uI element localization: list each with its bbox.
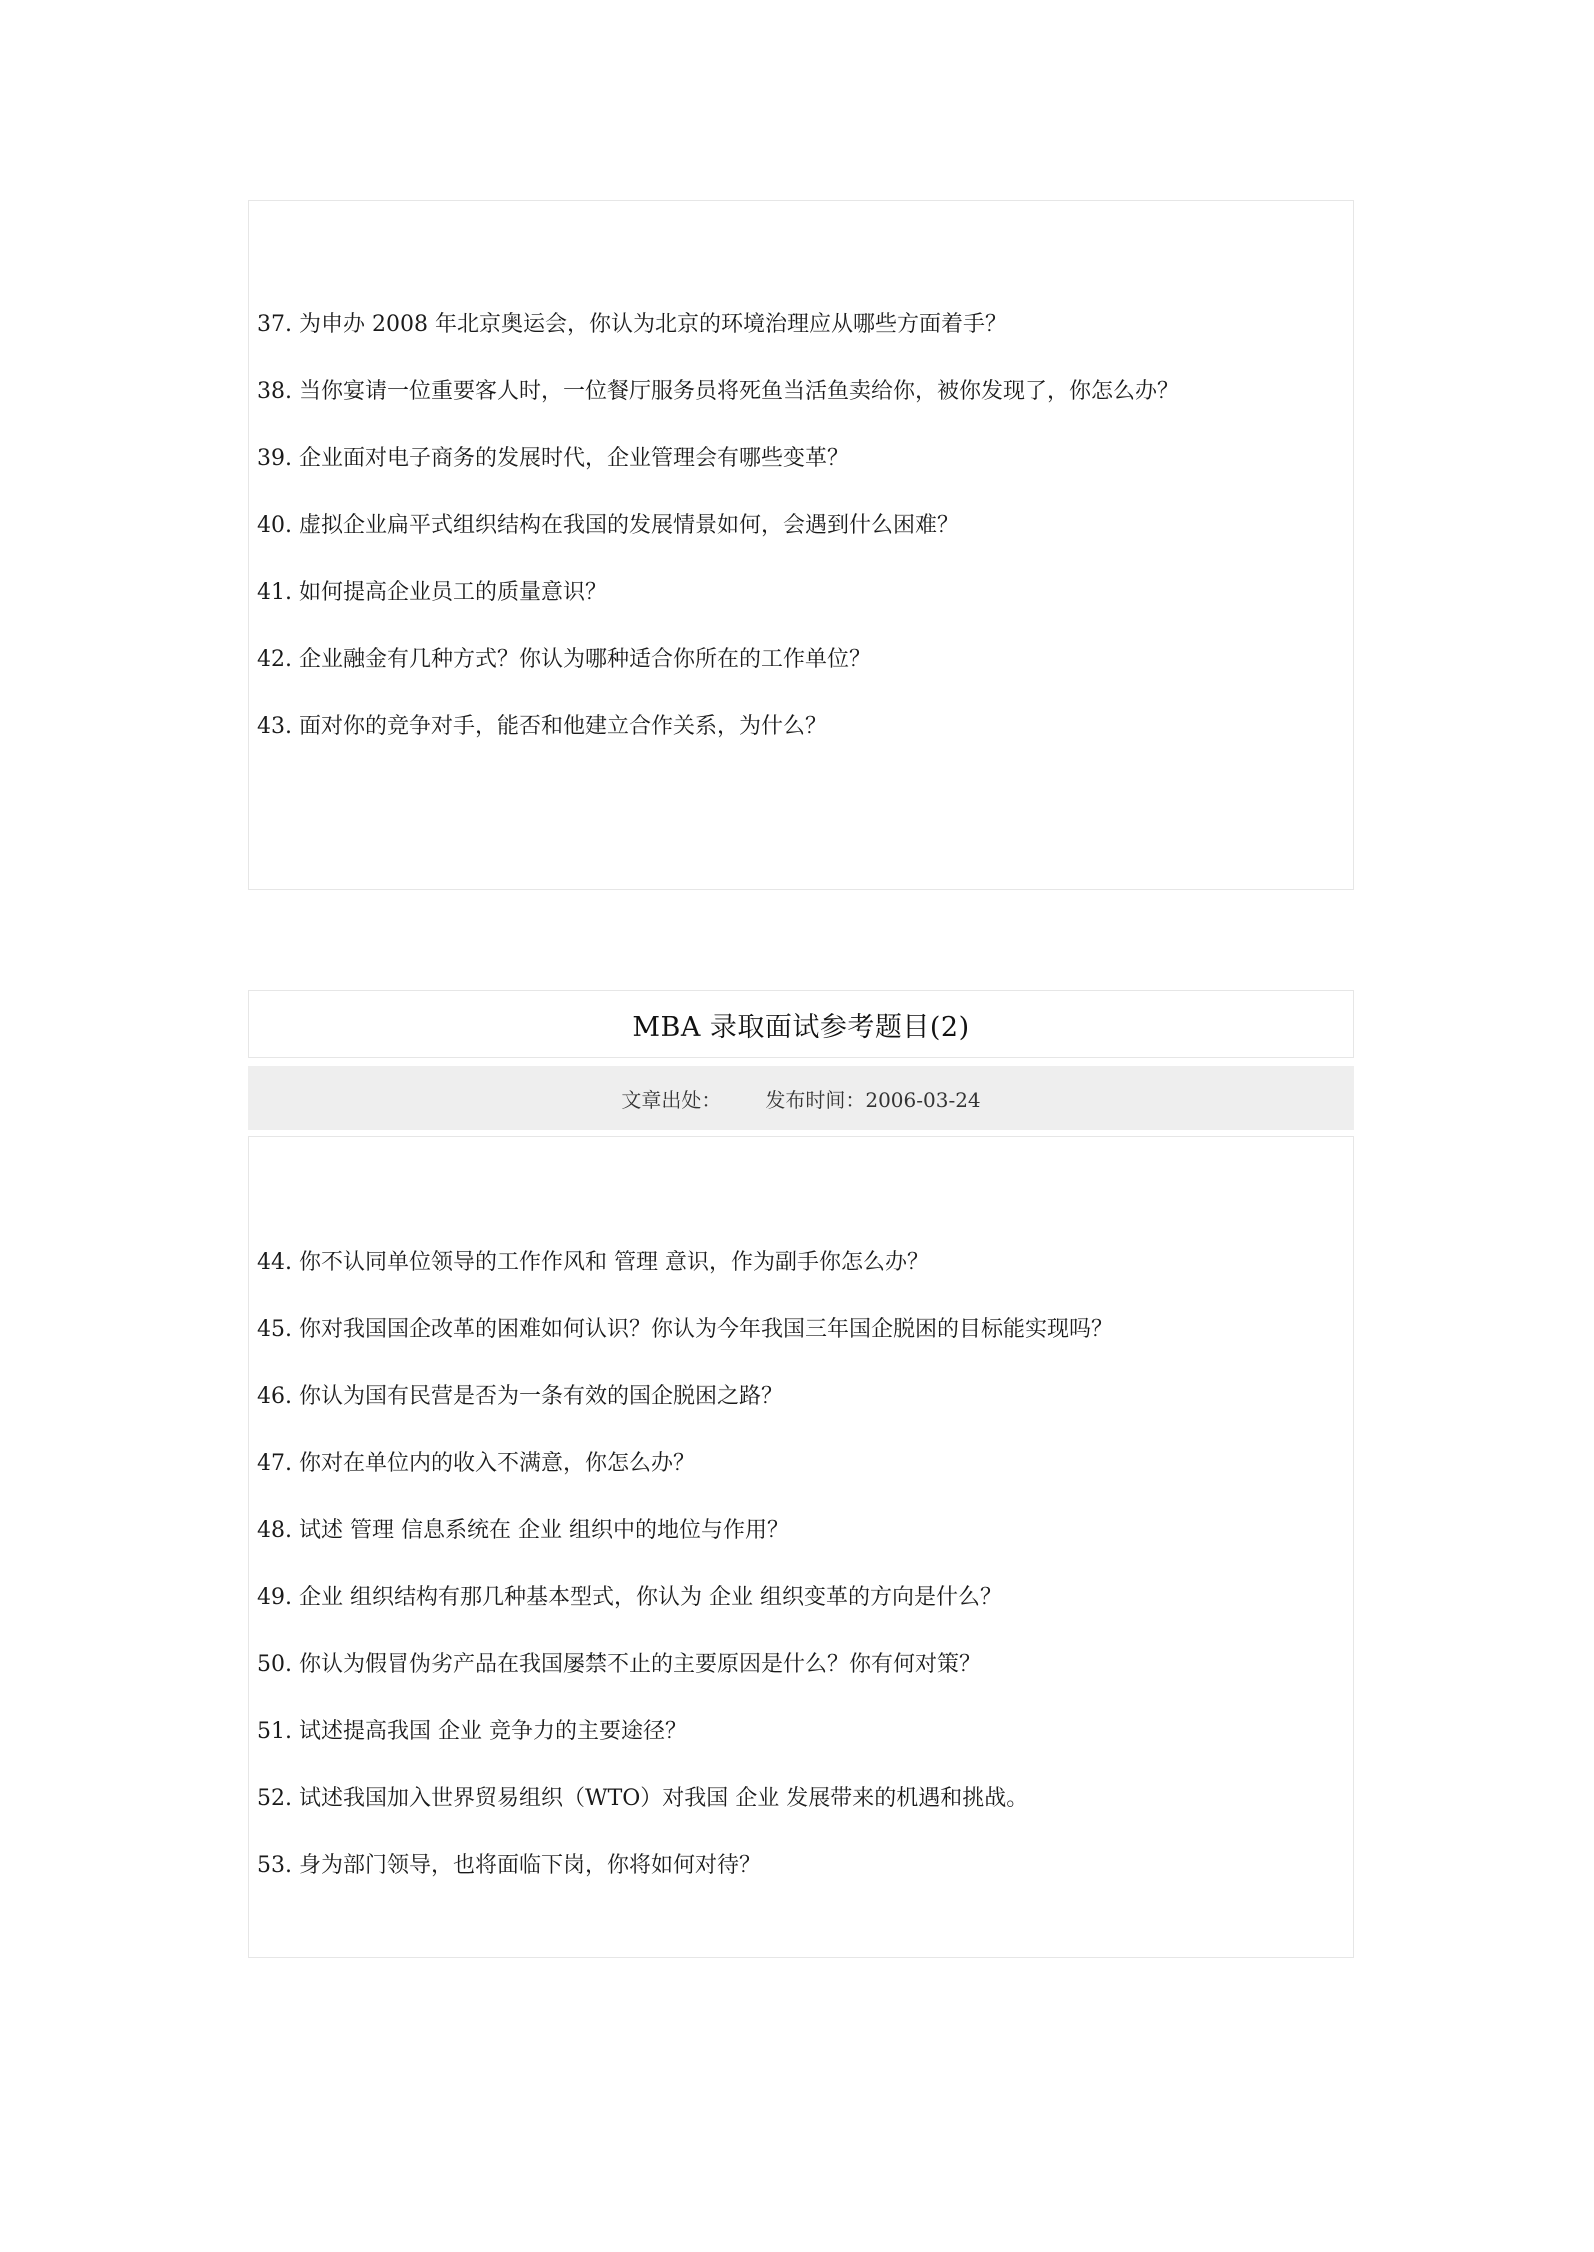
list-item: 42. 企业融金有几种方式？你认为哪种适合你所在的工作单位？ <box>257 647 871 672</box>
article-title: MBA 录取面试参考题目(2) <box>632 1011 970 1043</box>
list-item: 40. 虚拟企业扁平式组织结构在我国的发展情景如何，会遇到什么困难？ <box>257 513 959 538</box>
list-item: 49. 企业 组织结构有那几种基本型式，你认为 企业 组织变革的方向是什么？ <box>257 1585 1002 1610</box>
list-item: 41. 如何提高企业员工的质量意识？ <box>257 580 607 605</box>
article-meta <box>621 1084 980 1113</box>
publish-date: 发布时间：2006-03-24 <box>765 1087 981 1112</box>
list-item: 38. 当你宴请一位重要客人时，一位餐厅服务员将死鱼当活鱼卖给你，被你发现了，你怎么办？ <box>257 379 1179 404</box>
list-item: 51. 试述提高我国 企业 竞争力的主要途径？ <box>257 1719 687 1744</box>
list-item: 37. 为申办 2008 年北京奥运会，你认为北京的环境治理应从哪些方面着手？ <box>257 312 1007 337</box>
list-item: 43. 面对你的竞争对手，能否和他建立合作关系，为什么？ <box>257 714 827 739</box>
list-item: 50. 你认为假冒伪劣产品在我国屡禁不止的主要原因是什么？你有何对策？ <box>257 1652 981 1677</box>
article-title-bar <box>248 990 1354 1058</box>
article-body-section-1 <box>248 200 1354 890</box>
list-item: 45. 你对我国国企改革的困难如何认识？你认为今年我国三年国企脱困的目标能实现吗？ <box>257 1317 1113 1342</box>
question-list-2 <box>257 1229 1323 1899</box>
list-item: 48. 试述 管理 信息系统在 企业 组织中的地位与作用？ <box>257 1518 789 1543</box>
article-meta-bar <box>248 1066 1354 1130</box>
list-item: 47. 你对在单位内的收入不满意，你怎么办？ <box>257 1451 695 1476</box>
list-item: 53. 身为部门领导，也将面临下岗，你将如何对待？ <box>257 1853 761 1878</box>
list-item: 46. 你认为国有民营是否为一条有效的国企脱困之路？ <box>257 1384 783 1409</box>
source-label: 文章出处： <box>621 1087 722 1112</box>
list-item: 44. 你不认同单位领导的工作作风和 管理 意识，作为副手你怎么办？ <box>257 1250 929 1275</box>
list-item: 52. 试述我国加入世界贸易组织（WTO）对我国 企业 发展带来的机遇和挑战。 <box>257 1786 1029 1811</box>
question-list-1 <box>257 291 1323 760</box>
list-item: 39. 企业面对电子商务的发展时代，企业管理会有哪些变革？ <box>257 446 849 471</box>
article-body-section-2 <box>248 1136 1354 1958</box>
